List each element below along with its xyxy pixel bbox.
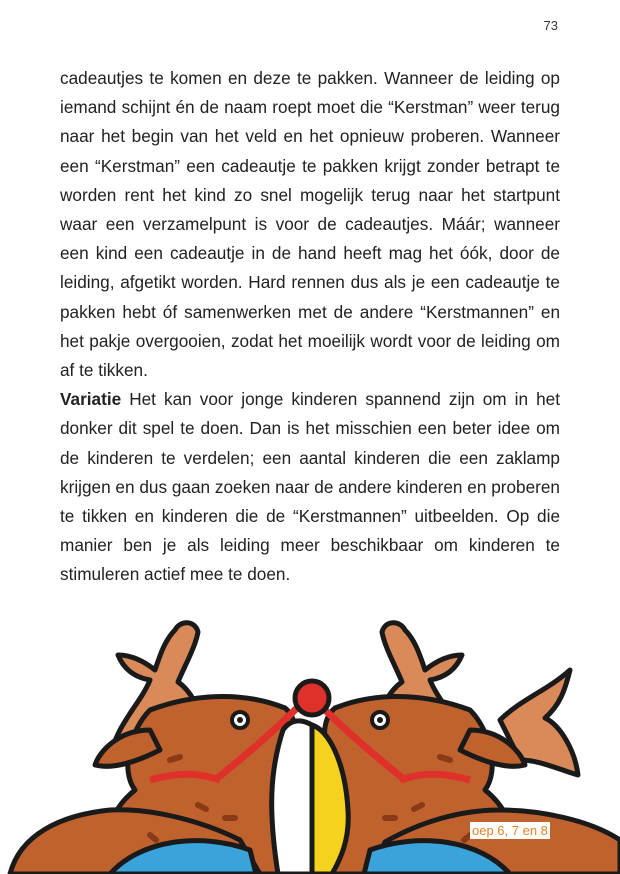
variatie-text: Het kan voor jonge kinderen spannend zijn om in het donker dit spel te doen. Dan is het misschien een beter idee om de kinderen te verdelen; een aantal kinderen die een zaklamp krijgen en dus gaan zoeken naar de andere kinderen en proberen te tikken en kinderen die de “Kerstmannen” uitbeelden. Op die manier ben je als leiding meer beschikbaar om kinderen te stimuleren actief mee te doen. [60, 389, 560, 585]
variatie-label: Variatie [60, 389, 122, 410]
page-number: 73 [543, 18, 558, 33]
paragraph-instructions: cadeautjes te komen en deze te pakken. Wanneer de leiding op iemand schijnt én de naam roept moet die “Kerstman” weer terug naar het begin van het veld en het opnieuw proberen. Wanneer een “Kerstman” een cadeautje te pakken krijgt zonder betrapt te worden rent het kind zo snel mogelijk terug naar het startpunt waar een verzamelpunt is voor de cadeautjes. Máár; wanneer een kind een cadeautje in de hand heeft mag het óók, door de leiding, afgetikt worden. Hard rennen dus als je een cadeautje te pakken hebt óf samenwerken met de andere “Kerstmannen” en het pakje overgooien, zodat het moeilijk wordt voor de leiding om af te tikken. [60, 68, 560, 381]
caption-groups: oep 6, 7 en 8 [472, 823, 548, 838]
center-snout [272, 721, 312, 874]
red-nose-icon [295, 681, 329, 715]
paragraph-variatie [60, 385, 560, 589]
body-text [60, 64, 560, 590]
